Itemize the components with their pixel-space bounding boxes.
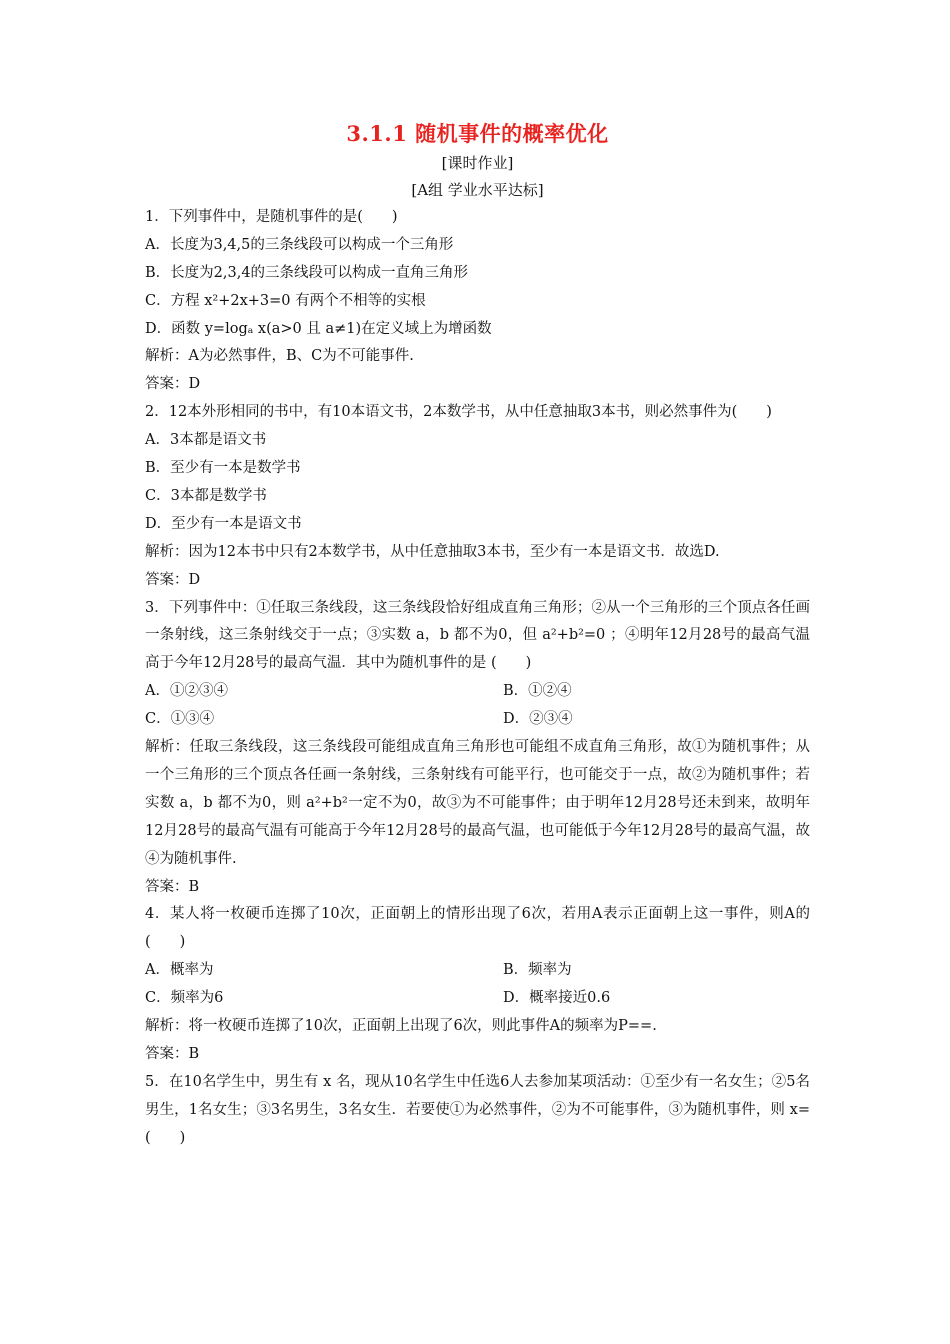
question-1-option-a: A．长度为3,4,5的三条线段可以构成一个三角形 <box>145 236 454 253</box>
question-5-stem: 5．在10名学生中，男生有 x 名，现从10名学生中任选6人去参加某项活动：①至少有一名女生；②5名男生，1名女生；③3名男生，3名女生．若要使①为必然事件，②为不可能事件，③为随机事件，则 x=( ) <box>145 1073 810 1146</box>
document-page <box>145 118 810 1153</box>
question-3-option-a: A．①②③④ <box>145 683 228 700</box>
question-1-option-b: B．长度为2,3,4的三条线段可以构成一直角三角形 <box>145 264 469 281</box>
question-3-analysis: 解析：任取三条线段，这三条线段可能组成直角三角形也可能组不成直角三角形，故①为随机事件；从一个三角形的三个顶点各任画一条射线，三条射线有可能平行，也可能交于一点，故②为随机事件；若实数 a，b 都不为0，则 a²+b²一定不为0，故③为不可能事件；由于明年12月28号还未到来，故明年12月28号的最高气温有可能高于今年12月28号的最高气温，也可能低于今年12月28号的最高气温，故④为随机事件. <box>145 739 810 867</box>
question-1-analysis: 解析：A为必然事件，B、C为不可能事件. <box>145 348 414 365</box>
question-4-answer: 答案：B <box>145 1045 200 1062</box>
question-2-answer: 答案：D <box>145 571 201 588</box>
question-3-stem: 3．下列事件中：①任取三条线段，这三条线段恰好组成直角三角形；②从一个三角形的三个顶点各任画一条射线，这三条射线交于一点；③实数 a，b 都不为0，但 a²+b²=0 ；④明年12月28号的最高气温高于今年12月28号的最高气温．其中为随机事件的是 ( ) <box>145 599 810 672</box>
question-1-answer: 答案：D <box>145 376 201 393</box>
question-3-option-d: D．②③④ <box>503 711 573 728</box>
question-3-option-c: C．①③④ <box>145 711 215 728</box>
question-3-options-row-2 <box>145 706 810 734</box>
question-2-option-c: C．3本都是数学书 <box>145 487 267 504</box>
question-4-stem: 4．某人将一枚硬币连掷了10次，正面朝上的情形出现了6次，若用A表示正面朝上这一事件，则A的( ) <box>145 906 810 951</box>
question-1-option-d: D．函数 y=logₐ x(a>0 且 a≠1)在定义域上为增函数 <box>145 320 492 337</box>
question-4-options-row-2 <box>145 985 810 1013</box>
question-4-option-c: C．频率为6 <box>145 990 224 1007</box>
question-4-option-a: A．概率为 <box>145 962 214 979</box>
question-3-options-row-1 <box>145 678 810 706</box>
question-3-option-b: B．①②④ <box>503 683 572 700</box>
group-label: [A组 学业水平达标] <box>411 181 544 199</box>
question-4-option-d: D．概率接近0.6 <box>503 990 611 1007</box>
question-1-option-c: C．方程 x²+2x+3=0 有两个不相等的实根 <box>145 292 426 309</box>
section-label: [课时作业] <box>441 154 514 172</box>
question-2-option-b: B．至少有一本是数学书 <box>145 460 301 477</box>
question-2-option-a: A．3本都是语文书 <box>145 432 267 449</box>
question-3-answer: 答案：B <box>145 878 200 895</box>
question-2-stem: 2．12本外形相同的书中，有10本语文书，2本数学书，从中任意抽取3本书，则必然事件为( ) <box>145 404 772 421</box>
question-4-options-row-1 <box>145 957 810 985</box>
question-2-option-d: D．至少有一本是语文书 <box>145 515 302 532</box>
page-title: 3.1.1 随机事件的概率优化 <box>346 121 609 146</box>
question-2-analysis: 解析：因为12本书中只有2本数学书，从中任意抽取3本书，至少有一本是语文书．故选D. <box>145 543 720 560</box>
question-4-analysis: 解析：将一枚硬币连掷了10次，正面朝上出现了6次，则此事件A的频率为P==. <box>145 1018 657 1035</box>
question-4-option-b: B．频率为 <box>503 962 572 979</box>
question-1-stem: 1．下列事件中，是随机事件的是( ) <box>145 209 398 225</box>
